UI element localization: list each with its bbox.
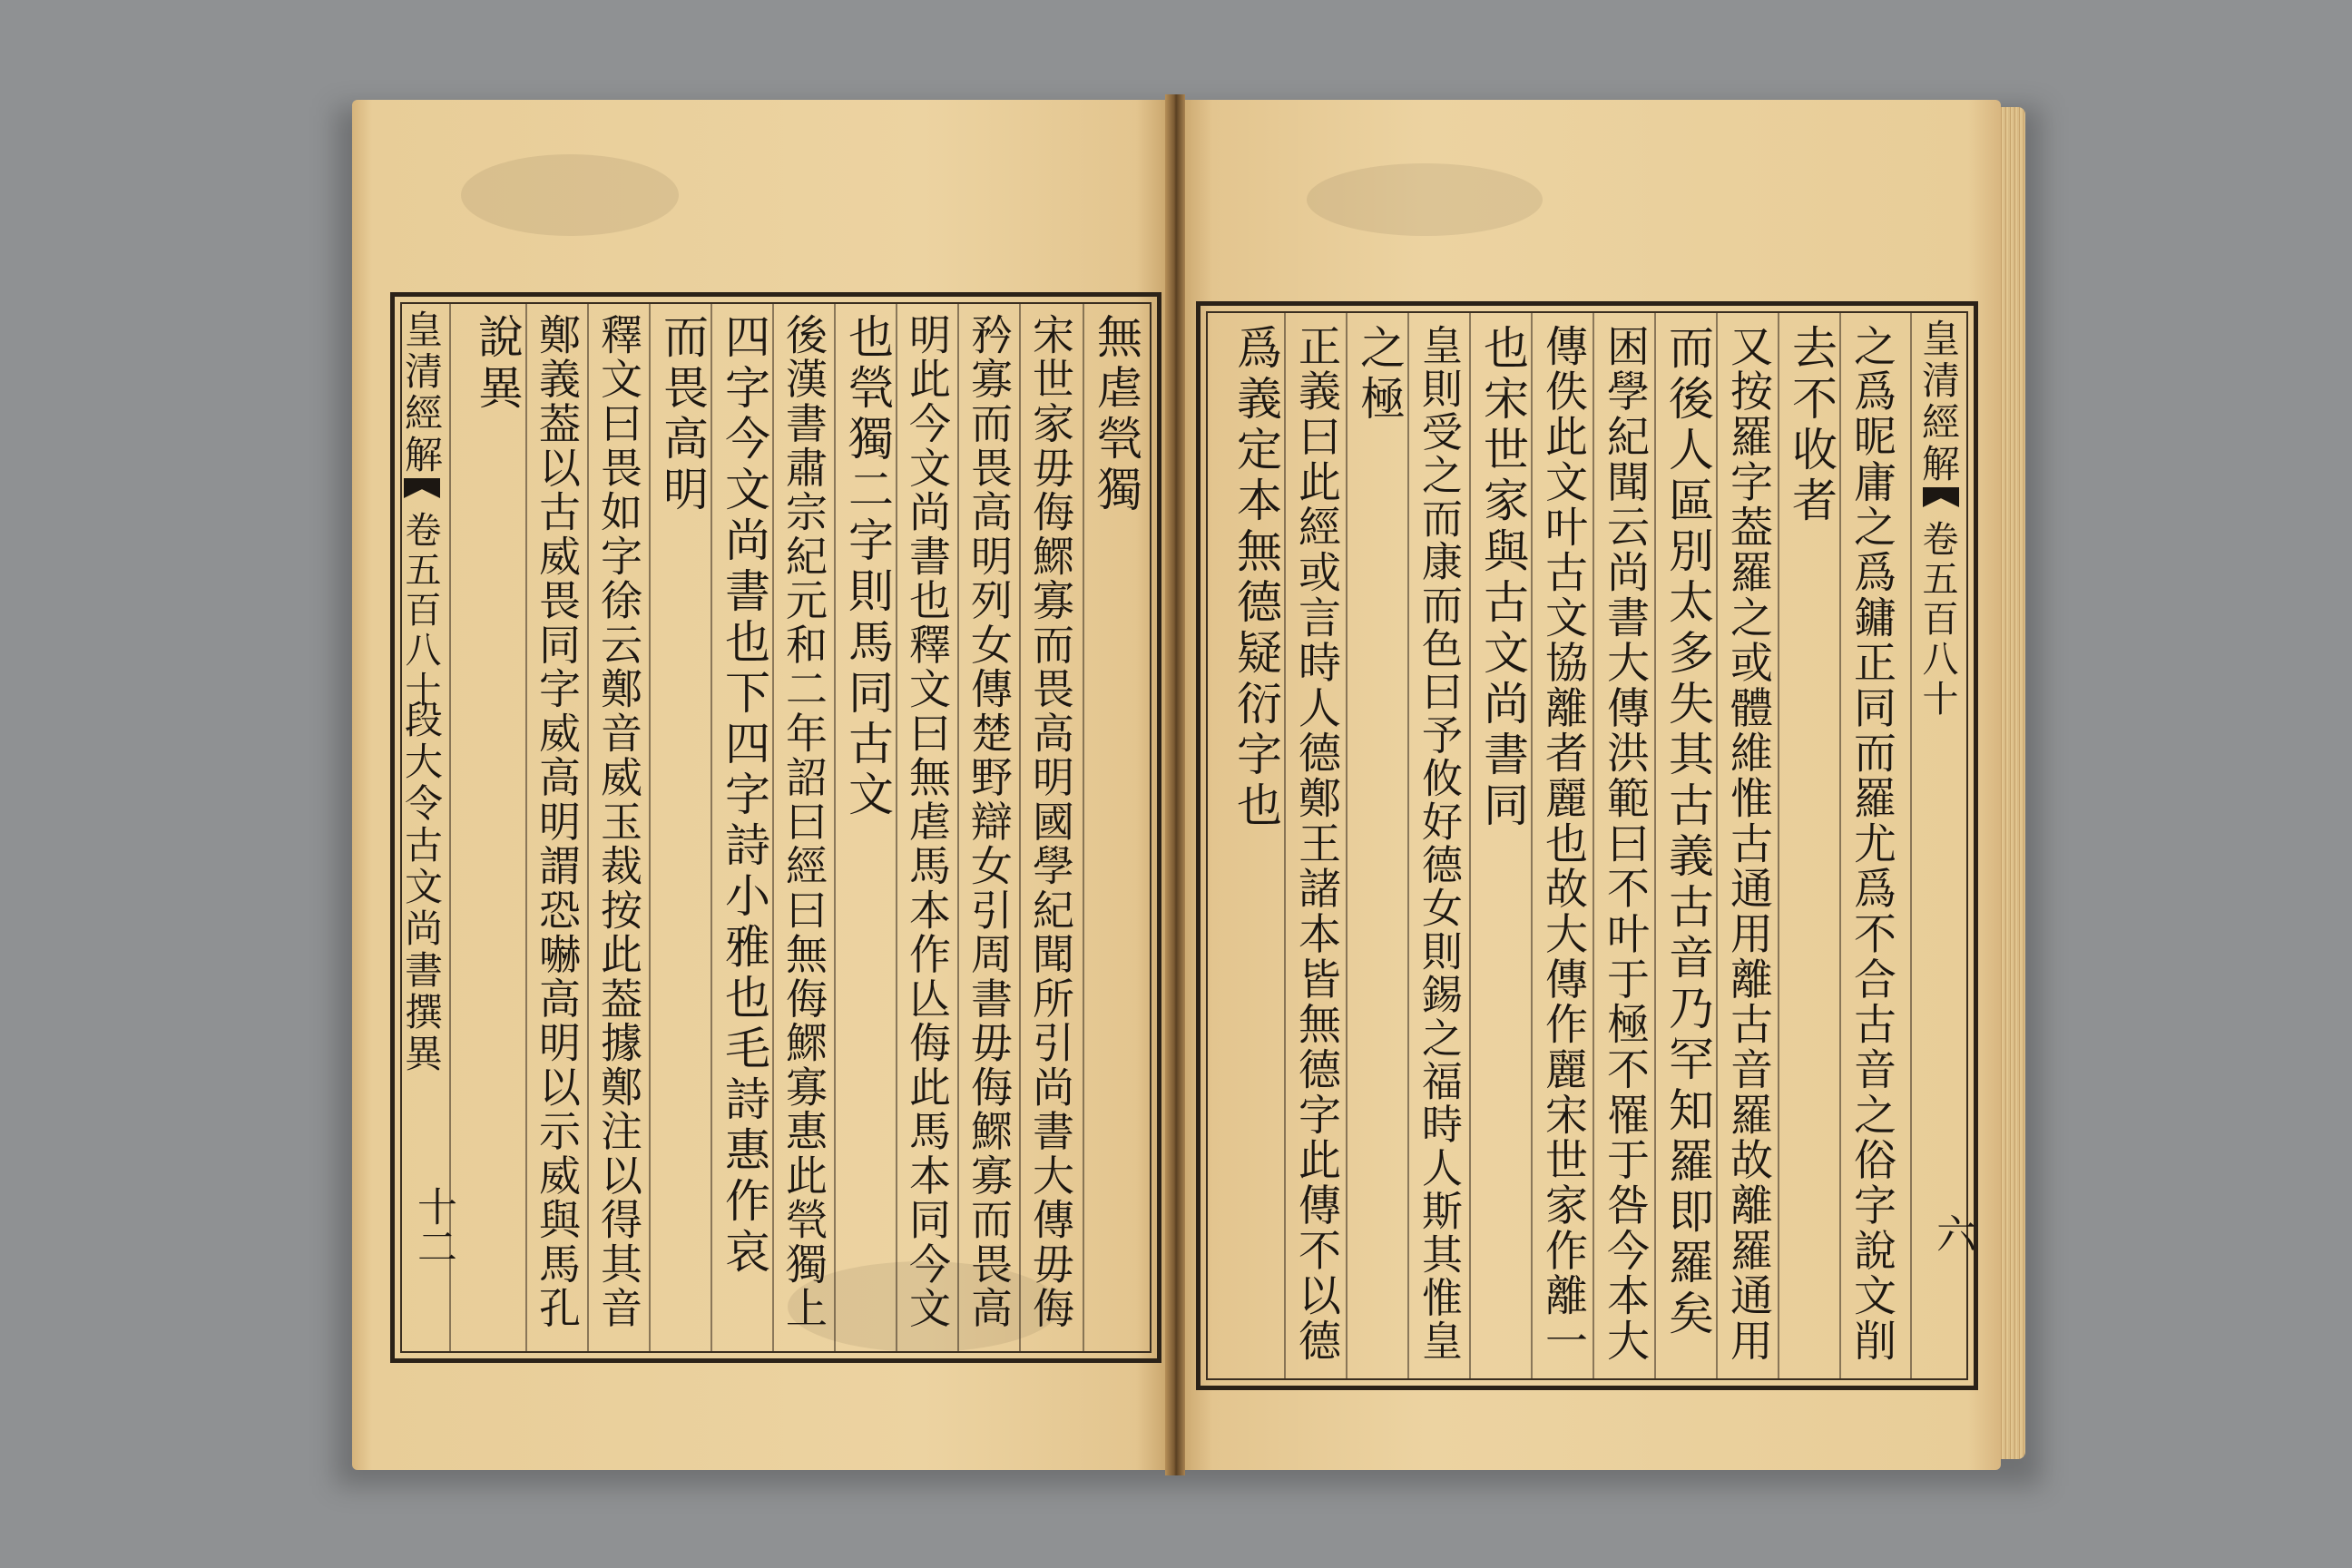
paper-stain (1307, 163, 1543, 236)
right-text-frame (1196, 301, 1978, 1390)
column-rule (649, 304, 651, 1351)
text-column: 明此今文尚書也釋文曰無虐馬本作亾侮此馬本同今文 (903, 313, 952, 1331)
column-rule (1019, 304, 1021, 1351)
text-column: 皇則受之而康而色曰予攸好德女則錫之福時人斯其惟皇 (1415, 324, 1463, 1363)
text-column: 之爲昵庸之爲鏞正同而羅尤爲不合古音之俗字說文削 (1847, 324, 1896, 1364)
column-rule (1531, 313, 1533, 1378)
column-rule (1284, 313, 1286, 1378)
text-column: 矜寡而畏高明列女傳楚野辯女引周書毋侮鰥寡而畏高 (965, 313, 1014, 1331)
column-rule (525, 304, 527, 1351)
text-column: 四字今文尚書也下四字詩小雅也毛詩惠作哀 (718, 313, 770, 1279)
column-rule (1083, 304, 1084, 1351)
column-rule (896, 304, 897, 1351)
text-column: 釋文曰畏如字徐云鄭音威玉裁按此葢據鄭注以得其音 (594, 313, 643, 1331)
text-column: 而畏高明 (656, 313, 709, 516)
banner-title: 皇清經解 (399, 309, 444, 476)
left-text-frame (390, 292, 1161, 1363)
column-rule (1592, 313, 1594, 1378)
text-column: 說異 (471, 313, 524, 415)
book-gutter (1165, 94, 1185, 1475)
text-column: 也煢獨二字則馬同古文 (841, 313, 894, 821)
column-rule (587, 304, 589, 1351)
folio-number: 六 (1929, 1213, 1975, 1253)
text-column: 鄭義葢以古威畏同字威高明謂恐嚇高明以示威與馬孔 (533, 313, 582, 1331)
text-column: 困學紀聞云尚書大傳洪範曰不叶于極不罹于咎今本大 (1600, 324, 1650, 1364)
paper-stain (461, 154, 679, 236)
folio-number: 十二 (410, 1186, 456, 1266)
column-rule (1778, 313, 1779, 1378)
column-rule (957, 304, 959, 1351)
text-column: 正義曰此經或言時人德鄭王諸本皆無德字此傳不以德 (1291, 324, 1341, 1364)
text-column: 也宋世家與古文尚書同 (1476, 324, 1529, 832)
column-rule (1839, 313, 1841, 1378)
column-rule (1346, 313, 1348, 1378)
column-rule (1716, 313, 1718, 1378)
banner-volume: 卷五百八十 (399, 511, 441, 710)
text-column: 去不收者 (1785, 324, 1838, 527)
text-column: 又按羅字葢羅之或體維惟古通用離古音羅故離羅通用 (1723, 324, 1773, 1364)
column-rule (710, 304, 712, 1351)
column-rule (1407, 313, 1409, 1378)
banner-section: 段大令古文尚書撰異 (399, 700, 444, 1075)
banner-rule (1910, 313, 1912, 1378)
column-rule (772, 304, 774, 1351)
text-column: 而後人區別太多失其古義古音乃罕知羅即羅矣 (1661, 324, 1714, 1340)
banner-volume: 卷五百八十 (1916, 520, 1958, 720)
text-column: 爲義定本無德疑衍字也 (1230, 324, 1282, 832)
column-rule (834, 304, 836, 1351)
text-column: 後漢書肅宗紀元和二年詔曰經曰無侮鰥寡惠此煢獨上 (779, 313, 828, 1331)
column-rule (1469, 313, 1471, 1378)
text-column: 之極 (1353, 324, 1406, 426)
column-rule (1654, 313, 1656, 1378)
text-column: 宋世家毋侮鰥寡而畏高明國學紀聞所引尚書大傳毋侮 (1026, 313, 1075, 1331)
text-column: 無虐煢獨 (1090, 313, 1142, 516)
text-column: 傳佚此文叶古文協離者麗也故大傳作麗宋世家作離一 (1538, 324, 1588, 1364)
banner-title: 皇清經解 (1916, 318, 1961, 485)
